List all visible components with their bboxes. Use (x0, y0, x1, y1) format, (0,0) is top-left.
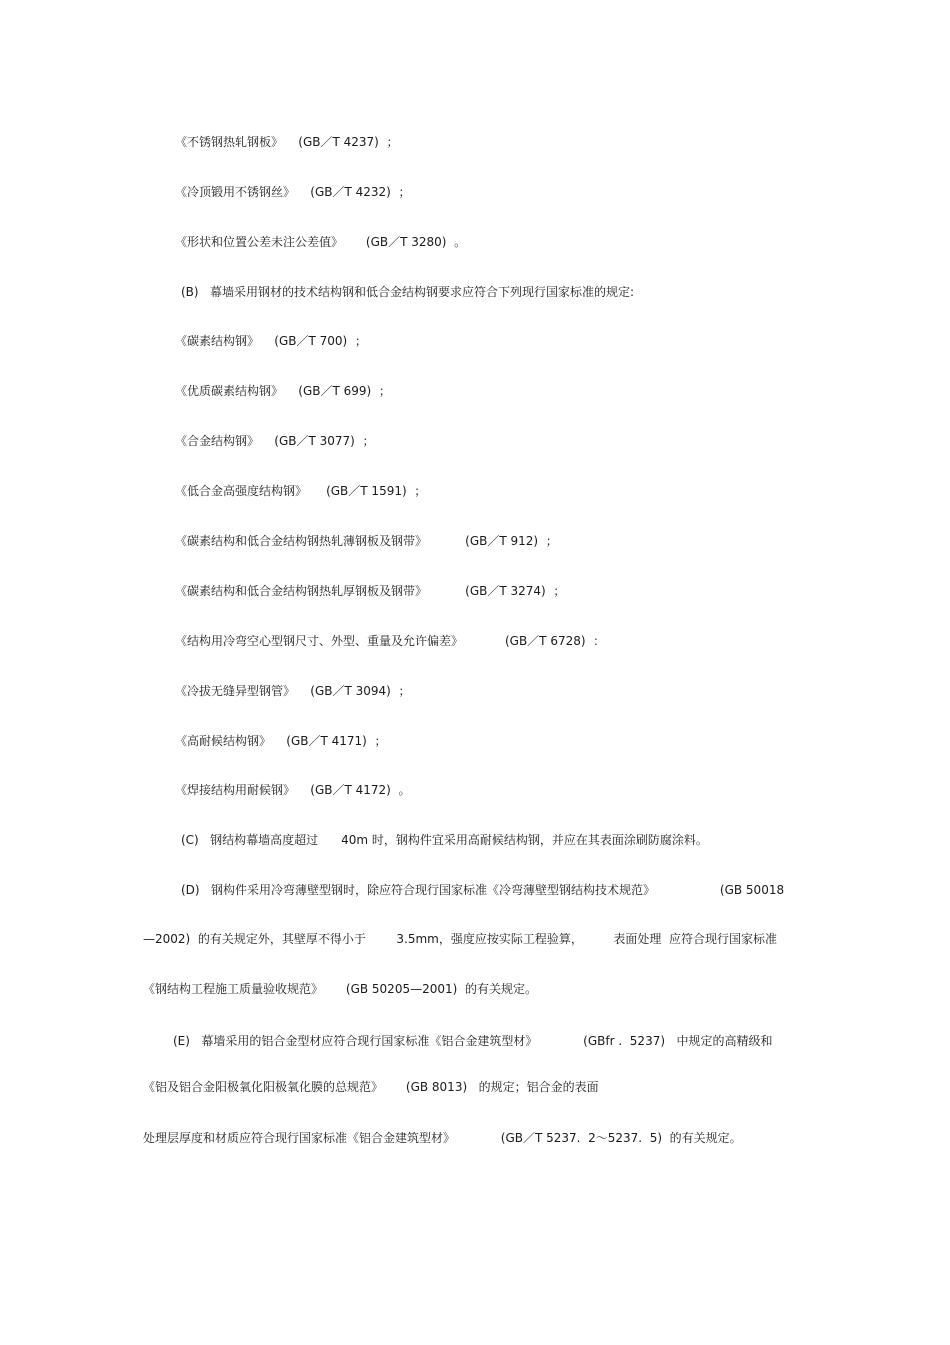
text-line: —2002) 的有关规定外，其壁厚不得小于 3.5mm，强度应按实际工程验算， 表面处理 应符合现行国家标准 (143, 932, 777, 946)
text-line: 《焊接结构用耐候钢》 (GB／T 4172) 。 (175, 783, 411, 797)
text-line: (C) 钢结构幕墙高度超过 40m 时，钢构件宜采用高耐候结构钢，并应在其表面涂刷防腐涂料。 (181, 833, 708, 847)
text-line: 《低合金高强度结构钢》 (GB／T 1591) ； (175, 484, 427, 498)
text-line: 《形状和位置公差未注公差值》 (GB／T 3280) 。 (175, 235, 467, 249)
text-line: 《冷顶锻用不锈钢丝》 (GB／T 4232) ； (175, 185, 411, 199)
text-line: 《碳素结构和低合金结构钢热轧薄钢板及钢带》 (GB／T 912) ； (175, 534, 558, 548)
text-line: 《优质碳素结构钢》 (GB／T 699) ； (175, 384, 391, 398)
text-line: 《结构用冷弯空心型钢尺寸、外型、重量及允许偏差》 (GB／T 6728) ： (175, 634, 606, 648)
text-line: (D) 钢构件采用冷弯薄壁型钢时，除应符合现行国家标准《冷弯薄壁型钢结构技术规范》 (GB 50018 (181, 883, 785, 897)
text-line: 《钢结构工程施工质量验收规范》 (GB 50205—2001) 的有关规定。 (143, 982, 537, 996)
text-line: 《碳素结构钢》 (GB／T 700) ； (175, 334, 367, 348)
text-line: (E) 幕墙采用的铝合金型材应符合现行国家标准《铝合金建筑型材》 (GBfr . 5237) 中规定的高精级和 (173, 1034, 773, 1048)
text-line: 《冷拔无缝异型钢管》 (GB／T 3094) ； (175, 684, 411, 698)
text-line: 《高耐候结构钢》 (GB／T 4171) ； (175, 734, 387, 748)
text-line: 《铝及铝合金阳极氧化阳极氧化膜的总规范》 (GB 8013) 的规定；铝合金的表面 (143, 1080, 599, 1094)
text-line: 《合金结构钢》 (GB／T 3077) ； (175, 434, 375, 448)
text-line: 《不锈钢热轧钢板》 (GB／T 4237) ； (175, 135, 399, 149)
text-line: 处理层厚度和材质应符合现行国家标准《铝合金建筑型材》 (GB／T 5237. 2～5237. 5) 的有关规定。 (143, 1131, 742, 1145)
text-line: (B) 幕墙采用钢材的技术结构钢和低合金结构钢要求应符合下列现行国家标准的规定: (181, 285, 635, 299)
text-line: 《碳素结构和低合金结构钢热轧厚钢板及钢带》 (GB／T 3274) ； (175, 584, 566, 598)
